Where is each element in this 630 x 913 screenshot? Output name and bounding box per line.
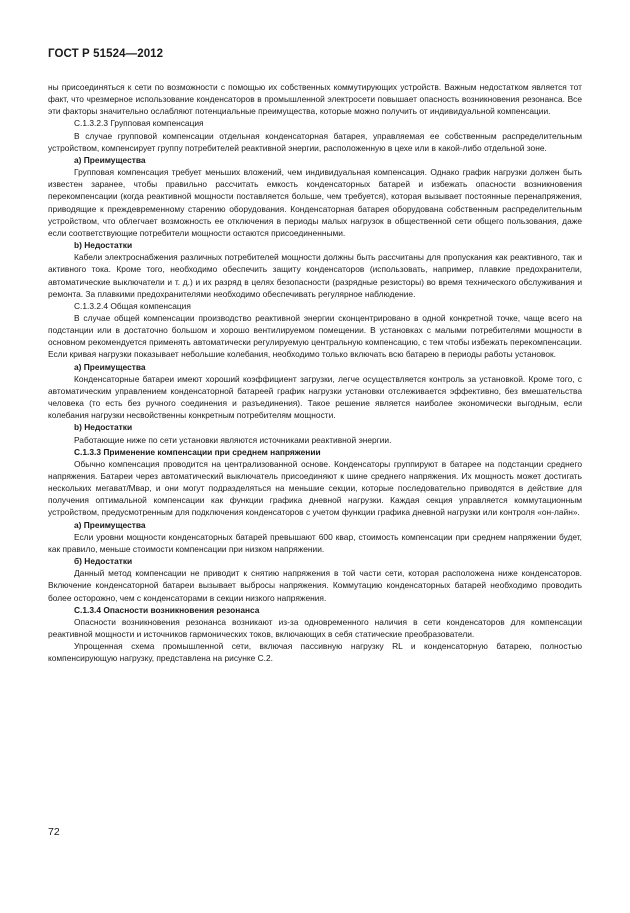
section-heading-medium-voltage: C.1.3.3 Применение компенсации при среднем напряжении	[74, 446, 321, 457]
subheading-advantages: а) Преимущества	[74, 154, 146, 165]
paragraph: Конденсаторные батареи имеют хороший коэффициент загрузки, легче осуществляется контроль за установкой. Кроме того, с автоматическим управлением конденсаторной батареей график нагрузки установки отслеживается эффективно, без вмешательства человека (то есть без ручного соединения и разъединения). Такое решение является наиболее экономически выгодным, если колебания нагрузки несвойственны конкретным потребителям мощности.	[48, 373, 582, 421]
paragraph: В случае групповой компенсации отдельная конденсаторная батарея, управляемая ее собственным распределительным устройством, компенсирует группу потребителей реактивной энергии, расположенную в цехе или в какой-либо отдельной зоне.	[48, 130, 582, 153]
paragraph: В случае общей компенсации производство реактивной энергии сконцентрировано в одной конкретной точке, чаще всего на подстанции или в достаточно большом и хорошо вентилируемом помещении. В установках с малыми потребителями мощности в основном рекомендуется применять автоматически регулируемую центральную компенсацию, с тем чтобы избежать перекомпенсации. Если кривая нагрузки показывает небольшие колебания, необходимо только включать всю батарею в периоды работы установок.	[48, 312, 582, 360]
paragraph: Групповая компенсация требует меньших вложений, чем индивидуальная компенсация. Однако график нагрузки должен быть известен заранее, чтобы правильно рассчитать емкость конденсаторных батарей и избежать опасности возникновения перекомпенсации (когда реактивной мощности поставляется больше, чем требуется), которая вызывает постоянные перенапряжения, приводящие к преждевременному старению оборудования. Конденсаторная батарея оборудована собственным распределительным устройством, что облегчает возможность ее отключения в периоды малых нагрузок в общественной сети общего пользования, даже если соответствующие потребители мощности остаются присоединенными.	[48, 167, 582, 238]
section-heading-resonance: C.1.3.4 Опасности возникновения резонанса	[74, 604, 260, 615]
section-heading: C.1.3.2.4 Общая компенсация	[74, 300, 191, 311]
subheading-disadvantages: б) Недостатки	[74, 556, 133, 567]
paragraph: Данный метод компенсации не приводит к снятию напряжения в той части сети, которая расположена ниже конденсаторов. Включение конденсаторной батареи вызывает выбросы напряжения. Коммутацию конденсаторных батарей необходимо проводить более осторожно, чем с конденсаторами в секции низкого напряжения.	[48, 568, 582, 603]
paragraph: Опасности возникновения резонанса возникают из-за одновременного наличия в сети конденсаторов для компенсации реактивной мощности и источников гармонических токов, включающих в себя статические преобразователи.	[48, 616, 582, 640]
subheading-advantages: а) Преимущества	[74, 361, 146, 372]
section-heading: C.1.3.2.3 Групповая компенсация	[74, 118, 204, 129]
subheading-advantages: а) Преимущества	[74, 519, 146, 530]
paragraph: Работающие ниже по сети установки являются источниками реактивной энергии.	[74, 434, 392, 445]
subheading-disadvantages: b) Недостатки	[74, 240, 133, 251]
paragraph: Если уровни мощности конденсаторных батарей превышают 600 квар, стоимость компенсации при среднем напряжении будет, как правило, меньше стоимости компенсации при низком напряжении.	[48, 531, 582, 554]
subheading-disadvantages: b) Недостатки	[74, 422, 133, 433]
paragraph: Упрощенная схема промышленной сети, включая пассивную нагрузку RL и конденсаторную батарею, полностью компенсирующую нагрузку, представлена на рисунке C.2.	[48, 641, 582, 664]
paragraph: Кабели электроснабжения различных потребителей мощности должны быть рассчитаны для пропускания как реактивного, так и активного тока. Кроме того, необходимо обеспечить защиту конденсаторов (использовать, например, плавкие предохранители, автоматические выключатели и т. д.) и их разряд в целях безопасности (разрядные резисторы) во время технического обслуживания и ремонта. За плавкими предохранителями необходимо обеспечивать регулярное наблюдение.	[48, 252, 582, 299]
paragraph: ны присоединяться к сети по возможности с помощью их собственных коммутирующих устройств. Важным недостатком является тот факт, что чрезмерное использование конденсаторов в промышленной электросети повышает опасность возникновения резонанса. Все эти факторы значительно ослабляют потенциальные преимущества, которые можно получить от индивидуальной компенсации.	[48, 82, 582, 117]
standard-header: ГОСТ Р 51524—2012	[48, 48, 164, 60]
document-body	[48, 81, 582, 665]
paragraph: Обычно компенсация проводится на централизованной основе. Конденсаторы группируют в батарее на подстанции среднего напряжения. Батареи через автоматический выключатель присоединяют к шине среднего напряжения. Их мощность может достигать нескольких мегават/Мвар, и они могут подразделяться на меньшие секции, которые последовательно приводятся в действие для получения оптимальной компенсации как функции графика дневной нагрузки. Каждая секция управляется коммутационным устройством, предусмотренным для подключения конденсаторов с учетом функции графика дневной нагрузки или контроля «он-лайн».	[48, 458, 582, 518]
page-number: 72	[48, 826, 60, 838]
